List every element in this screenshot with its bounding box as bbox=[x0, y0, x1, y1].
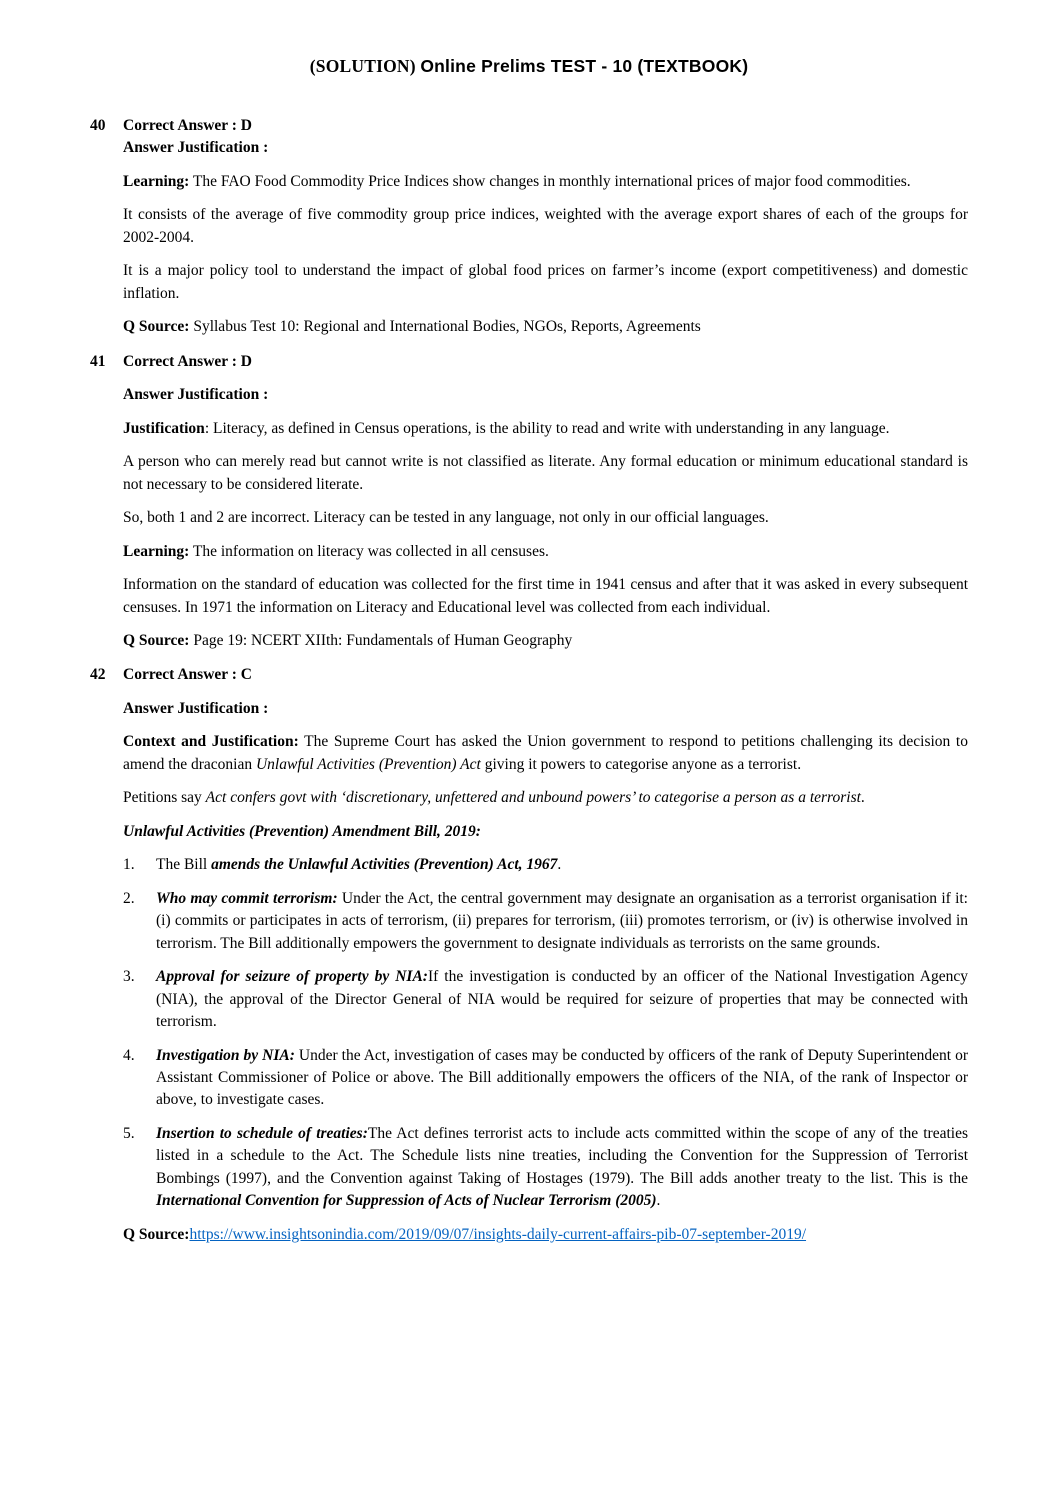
question-body bbox=[123, 664, 968, 1246]
list-item bbox=[123, 888, 968, 955]
paragraph bbox=[123, 787, 968, 809]
qsource-paragraph bbox=[123, 1224, 968, 1246]
list-item-text bbox=[156, 854, 968, 876]
text-run: Q Source: bbox=[123, 631, 190, 649]
text-run: So, both 1 and 2 are incorrect. Literacy can be tested in any language, not only in our official languages. bbox=[123, 509, 769, 527]
text-run: Under the Act, the central government may designate an organisation as a terrorist organisation if it: (i) commits or participates in acts of terrorism, (ii) prepares for terrorism, (iii) promotes terrorism, or (iv) is otherwise involved in terrorism. The Bill additionally empowers the government to designate individuals as terrorists on the same grounds. bbox=[156, 889, 968, 952]
qsource-paragraph bbox=[123, 316, 968, 338]
list-item-number: 1. bbox=[123, 856, 135, 874]
correct-answer-heading bbox=[123, 664, 968, 686]
question-body bbox=[123, 115, 968, 339]
question-number: 41 bbox=[90, 352, 106, 370]
answer-justification-heading bbox=[123, 384, 968, 406]
paragraph bbox=[123, 260, 968, 305]
text-run: Syllabus Test 10: Regional and International Bodies, NGOs, Reports, Agreements bbox=[189, 318, 701, 336]
title-main-text: Online Prelims TEST - 10 (TEXTBOOK) bbox=[420, 56, 749, 76]
list-item-text bbox=[156, 966, 968, 1033]
list-item bbox=[123, 1123, 968, 1213]
list-item-number: 4. bbox=[123, 1046, 135, 1064]
text-run: If the investigation is conducted by an officer of the National Investigation Agency (NIA), the approval of the Director General of NIA would be required for seizure of properties that may be connected with terrorism. bbox=[156, 968, 968, 1031]
text-run: The Supreme Court has asked the Union government to respond to petitions challenging its decision to amend the draconian bbox=[123, 733, 968, 773]
text-run: It is a major policy tool to understand the impact of global food prices on farmer’s income (export competitiveness) and domestic inflation. bbox=[123, 262, 968, 302]
text-run: Correct Answer : C bbox=[123, 666, 252, 684]
list-item bbox=[123, 1045, 968, 1112]
text-run: The Act defines terrorist acts to include acts committed within the scope of any of the treaties listed in a schedule to the Act. The Schedule lists nine treaties, including the Convention for the Suppression of Terrorist Bombings (1997), and the Convention against Taking of Hostages (1979). The Bill adds another treaty to the list. This is the bbox=[156, 1124, 969, 1187]
question-block bbox=[90, 664, 968, 1246]
text-run: A person who can merely read but cannot write is not classified as literate. Any formal education or minimum educational standard is not necessary to be considered literate. bbox=[123, 453, 968, 493]
text-run: Investigation by NIA: bbox=[156, 1046, 295, 1064]
paragraph bbox=[123, 731, 968, 776]
paragraph bbox=[123, 507, 968, 529]
text-run: giving it powers to categorise anyone as a terrorist. bbox=[480, 755, 802, 773]
question-number: 40 bbox=[90, 117, 106, 134]
text-run: Q Source: bbox=[123, 318, 190, 336]
paragraph bbox=[123, 171, 968, 193]
text-run: Correct Answer : D bbox=[123, 352, 252, 370]
text-run: Answer Justification : bbox=[123, 386, 269, 404]
question-number: 42 bbox=[90, 666, 106, 684]
text-run: Who may commit terrorism: bbox=[156, 889, 338, 907]
text-run: It consists of the average of five commodity group price indices, weighted with the average export shares of each of the groups for 2002-2004. bbox=[123, 206, 968, 246]
text-run: . bbox=[557, 856, 562, 874]
paragraph bbox=[123, 204, 968, 249]
text-run: Q Source: bbox=[123, 1225, 190, 1243]
text-run: Context and Justification: bbox=[123, 733, 299, 751]
text-run: Learning: bbox=[123, 172, 190, 190]
question-body bbox=[123, 351, 968, 653]
list-item-number: 5. bbox=[123, 1124, 135, 1142]
paragraph bbox=[123, 541, 968, 563]
text-run: : Literacy, as defined in Census operations, is the ability to read and write with understanding in any language. bbox=[204, 419, 890, 437]
page-title bbox=[90, 56, 968, 77]
title-solution-prefix: (SOLUTION) bbox=[309, 56, 421, 76]
text-run: Approval for seizure of property by NIA: bbox=[156, 968, 428, 986]
text-run: Petitions say bbox=[123, 789, 206, 807]
paragraph bbox=[123, 451, 968, 496]
text-run: Insertion to schedule of treaties: bbox=[156, 1124, 368, 1142]
question-block bbox=[90, 115, 968, 339]
text-run: The FAO Food Commodity Price Indices show changes in monthly international prices of major food commodities. bbox=[189, 172, 911, 190]
correct-answer-heading bbox=[123, 115, 968, 137]
questions-container bbox=[90, 115, 968, 1246]
list-item-text bbox=[156, 1123, 968, 1213]
text-run: Act confers govt with ‘discretionary, unfettered and unbound powers’ to categorise a person as a terrorist bbox=[205, 789, 861, 807]
text-run: The information on literacy was collected in all censuses. bbox=[189, 542, 549, 560]
list-item-text bbox=[156, 1045, 968, 1112]
text-run: International Convention for Suppression of Acts of Nuclear Terrorism (2005) bbox=[156, 1192, 657, 1210]
text-run: Learning: bbox=[123, 542, 190, 560]
text-run: amends the Unlawful Activities (Prevention) Act, 1967 bbox=[211, 856, 558, 874]
paragraph bbox=[123, 574, 968, 619]
list-item-number: 2. bbox=[123, 889, 135, 907]
text-run: . bbox=[860, 789, 865, 807]
list-item bbox=[123, 966, 968, 1033]
list-item-number: 3. bbox=[123, 968, 135, 986]
qsource-link[interactable]: https://www.insightsonindia.com/2019/09/07/insights-daily-current-affairs-pib-07-september-2019/ bbox=[189, 1225, 807, 1243]
text-run: The Bill bbox=[156, 856, 212, 874]
answer-justification-heading bbox=[123, 137, 968, 159]
subheading bbox=[123, 821, 968, 843]
text-run: Answer Justification : bbox=[123, 139, 269, 157]
answer-justification-heading bbox=[123, 698, 968, 720]
text-run: Unlawful Activities (Prevention) Amendment Bill, 2019: bbox=[123, 822, 481, 840]
text-run: Unlawful Activities (Prevention) Act bbox=[255, 755, 481, 773]
qsource-paragraph bbox=[123, 630, 968, 652]
text-run: Justification bbox=[123, 419, 205, 437]
text-run: Answer Justification : bbox=[123, 699, 269, 717]
text-run: Page 19: NCERT XIIth: Fundamentals of Human Geography bbox=[189, 631, 573, 649]
list-item bbox=[123, 854, 968, 876]
text-run: . bbox=[656, 1192, 661, 1210]
text-run: Correct Answer : D bbox=[123, 117, 252, 134]
text-run: Information on the standard of education was collected for the first time in 1941 census and after that it was asked in every subsequent censuses. In 1971 the information on Literacy and Educational level was collected from each individual. bbox=[123, 576, 968, 616]
list-item-text bbox=[156, 888, 968, 955]
paragraph bbox=[123, 418, 968, 440]
text-run: Under the Act, investigation of cases may be conducted by officers of the rank of Deputy Superintendent or Assistant Commissioner of Police or above. The Bill additionally empowers the officers of the NIA, of the rank of Inspector or above, to investigate cases. bbox=[156, 1046, 968, 1109]
question-block bbox=[90, 351, 968, 653]
correct-answer-heading bbox=[123, 351, 968, 373]
